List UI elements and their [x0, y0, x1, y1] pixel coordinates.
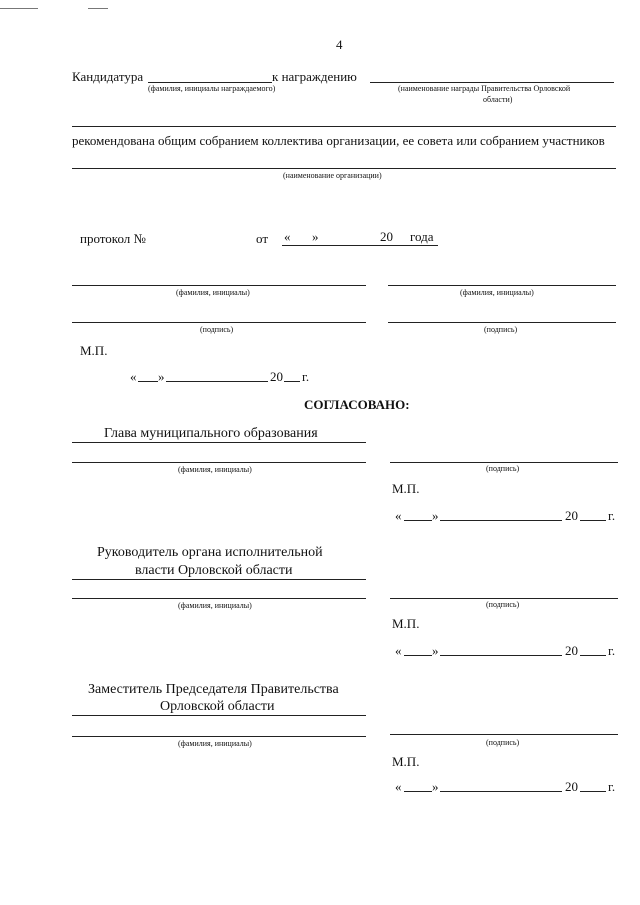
approver-3-signature-line — [390, 734, 618, 735]
date-month-line — [166, 381, 268, 382]
date-quote-close: » — [158, 369, 165, 384]
to-award-label: к награждению — [272, 69, 357, 84]
approver-2-title-underline — [72, 579, 366, 580]
award-caption-line2: области) — [483, 95, 513, 104]
approver-3-year-suffix: г. — [608, 779, 616, 794]
approver-3-date-close: » — [432, 779, 439, 794]
scan-edge-mark — [0, 8, 38, 9]
approver-3-date-open: « — [395, 779, 402, 794]
approver-1-date-day-line — [404, 520, 432, 521]
approver-1-title: Глава муниципального образования — [104, 426, 318, 441]
approver-2-title-line1: Руководитель органа исполнительной — [97, 545, 323, 560]
approver-2-year-line — [580, 655, 606, 656]
signature-line-right — [388, 322, 616, 323]
approver-3-date-day-line — [404, 791, 432, 792]
approver-1-title-underline — [72, 442, 366, 443]
approver-2-date-open: « — [395, 643, 402, 658]
approver-3-title-line2: Орловской области — [160, 699, 275, 714]
approver-2-stamp-place: М.П. — [392, 616, 420, 631]
date-year-prefix: 20 — [270, 369, 283, 384]
protocol-from-label: от — [256, 231, 269, 246]
award-name-line — [370, 82, 614, 83]
approver-3-fio-line — [72, 736, 366, 737]
approver-1-date-close: » — [432, 508, 439, 523]
approver-2-year-prefix: 20 — [565, 643, 578, 658]
approver-2-fio-caption: (фамилия, инициалы) — [178, 601, 252, 610]
date-year-suffix: г. — [302, 369, 310, 384]
approver-2-year-suffix: г. — [608, 643, 616, 658]
fio-caption-left: (фамилия, инициалы) — [176, 288, 250, 297]
approver-1-fio-line — [72, 462, 366, 463]
award-caption-line1: (наименование награды Правительства Орловской — [398, 84, 571, 93]
signature-line-left — [72, 322, 366, 323]
approver-2-date-month-line — [440, 655, 562, 656]
agreed-heading: СОГЛАСОВАНО: — [304, 397, 410, 412]
approver-3-date-month-line — [440, 791, 562, 792]
recommended-text: рекомендована общим собранием коллектива организации, ее совета или собранием участников — [72, 133, 605, 148]
candidate-name-caption: (фамилия, инициалы награждаемого) — [148, 84, 276, 93]
candidate-name-line — [148, 82, 272, 83]
approver-3-signature-caption: (подпись) — [486, 738, 520, 747]
page-number: 4 — [336, 37, 343, 52]
approver-3-year-line — [580, 791, 606, 792]
approver-1-signature-line — [390, 462, 618, 463]
approver-3-stamp-place: М.П. — [392, 754, 420, 769]
protocol-year-suffix: года — [410, 229, 434, 244]
approver-1-year-line — [580, 520, 606, 521]
stamp-place: М.П. — [80, 343, 108, 358]
approver-1-signature-caption: (подпись) — [486, 464, 520, 473]
approver-1-year-prefix: 20 — [565, 508, 578, 523]
fio-caption-right: (фамилия, инициалы) — [460, 288, 534, 297]
date-day-line — [138, 381, 158, 382]
approver-2-title-line2: власти Орловской области — [135, 563, 293, 578]
date-quote-open: « — [130, 369, 137, 384]
approver-2-date-day-line — [404, 655, 432, 656]
approver-2-date-close: » — [432, 643, 439, 658]
approver-1-stamp-place: М.П. — [392, 481, 420, 496]
fio-line-left — [72, 285, 366, 286]
protocol-quote-open: « — [284, 229, 291, 244]
approver-3-title-underline — [72, 715, 366, 716]
date-year-line — [284, 381, 300, 382]
protocol-quote-close: » — [312, 229, 319, 244]
approver-1-fio-caption: (фамилия, инициалы) — [178, 465, 252, 474]
fio-line-right — [388, 285, 616, 286]
organization-line — [72, 168, 616, 169]
signature-caption-right: (подпись) — [484, 325, 518, 334]
approver-3-fio-caption: (фамилия, инициалы) — [178, 739, 252, 748]
approver-1-date-open: « — [395, 508, 402, 523]
scan-edge-mark — [88, 8, 108, 9]
award-continue-line — [72, 126, 616, 127]
approver-1-year-suffix: г. — [608, 508, 616, 523]
protocol-year-prefix: 20 — [380, 229, 393, 244]
approver-3-year-prefix: 20 — [565, 779, 578, 794]
protocol-date-underline — [282, 245, 438, 246]
approver-2-signature-line — [390, 598, 618, 599]
signature-caption-left: (подпись) — [200, 325, 234, 334]
approver-3-title-line1: Заместитель Председателя Правительства — [88, 682, 339, 697]
candidacy-label: Кандидатура — [72, 69, 144, 84]
approver-2-fio-line — [72, 598, 366, 599]
protocol-label: протокол № — [80, 231, 146, 246]
approver-2-signature-caption: (подпись) — [486, 600, 520, 609]
organization-caption: (наименование организации) — [283, 171, 382, 180]
approver-1-date-month-line — [440, 520, 562, 521]
